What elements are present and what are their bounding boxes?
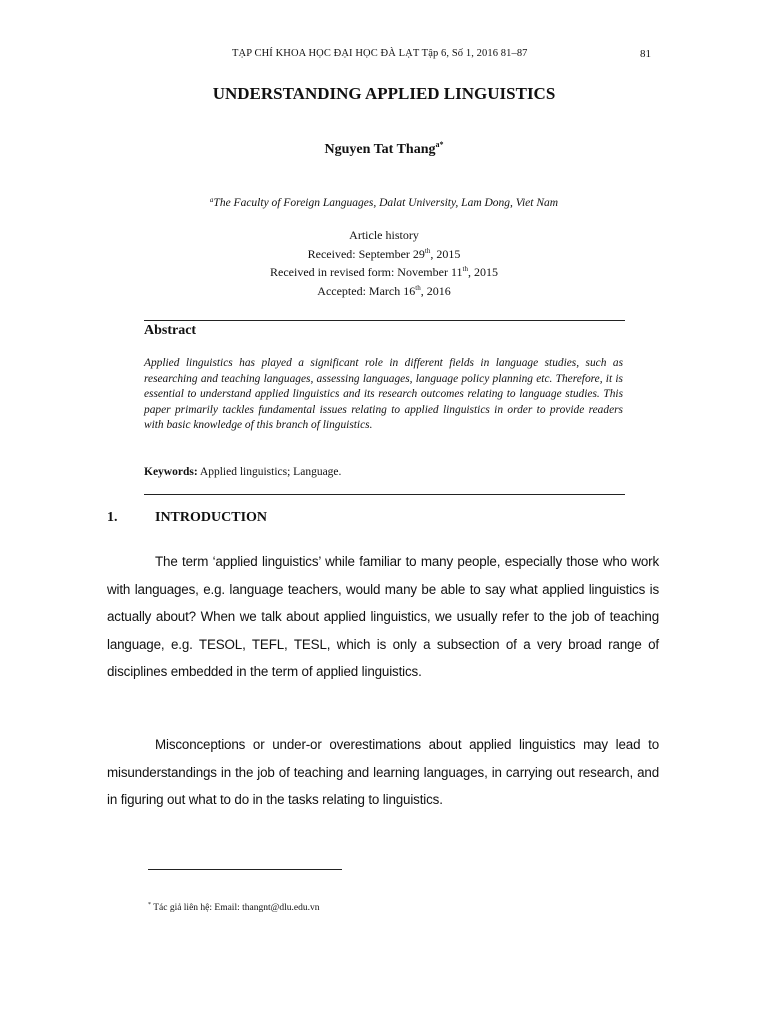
affiliation-text: The Faculty of Foreign Languages, Dalat University, Lam Dong, Viet Nam bbox=[213, 197, 559, 209]
abstract-bottom-rule bbox=[144, 494, 625, 495]
footnote-text: Tác giả liên hệ: Email: thangnt@dlu.edu.vn bbox=[151, 903, 320, 913]
keywords-label: Keywords: bbox=[144, 466, 198, 478]
abstract-heading: Abstract bbox=[144, 323, 197, 338]
accepted-date: Accepted: March 16th, 2016 bbox=[317, 283, 451, 298]
author-line bbox=[0, 140, 768, 158]
author-mark: a* bbox=[435, 140, 444, 149]
body-paragraph: The term ‘applied linguistics’ while familiar to many people, especially those who work with languages, e.g. language teachers, would many be able to say what applied linguistics is actually about? When we talk about applied linguistics, we usually refer to the job of teaching language, e.g. TESOL, TEFL, TESL, which is only a subsection of a very broad range of disciplines embedded in the term of applied linguistics. bbox=[107, 554, 659, 680]
revised-date: Received in revised form: November 11th, 2015 bbox=[270, 265, 498, 279]
abstract-text: Applied linguistics has played a significant role in different fields in language studies, such as researching and teaching languages, assessing languages, language policy planning etc. Therefore, it is essential to understand applied linguistics and its research outcomes relating to language studies. This paper primarily tackles fundamental issues relating to applied linguistics in order to provide readers with basic knowledge of this branch of linguistics. bbox=[144, 357, 623, 432]
page-number: 81 bbox=[640, 48, 651, 60]
affiliation-line bbox=[0, 196, 768, 209]
section-heading bbox=[107, 510, 267, 526]
footnote-rule bbox=[148, 869, 342, 870]
author-name: Nguyen Tat Thang bbox=[324, 142, 436, 157]
section-number: 1. bbox=[107, 510, 118, 525]
article-title: UNDERSTANDING APPLIED LINGUISTICS bbox=[212, 84, 556, 103]
received-date: Received: September 29th, 2015 bbox=[307, 246, 461, 261]
affiliation-mark: a bbox=[209, 196, 214, 204]
body-paragraph: Misconceptions or under-or overestimations about applied linguistics may lead to misunderstandings in the job of teaching and learning languages, in carrying out research, and in figuring out what to do in the tasks relating to linguistics. bbox=[107, 737, 659, 808]
running-header: TẠP CHÍ KHOA HỌC ĐẠI HỌC ĐÀ LẠT Tập 6, Số 1, 2016 81–87 bbox=[232, 48, 528, 59]
section-title: INTRODUCTION bbox=[155, 510, 268, 525]
history-heading: Article history bbox=[349, 228, 419, 242]
footnote-mark: * bbox=[148, 902, 151, 908]
keywords-value: Applied linguistics; Language. bbox=[197, 466, 342, 478]
abstract-top-rule bbox=[144, 320, 625, 321]
article-history bbox=[0, 228, 768, 299]
keywords-line bbox=[144, 466, 341, 478]
footnote bbox=[148, 902, 319, 913]
